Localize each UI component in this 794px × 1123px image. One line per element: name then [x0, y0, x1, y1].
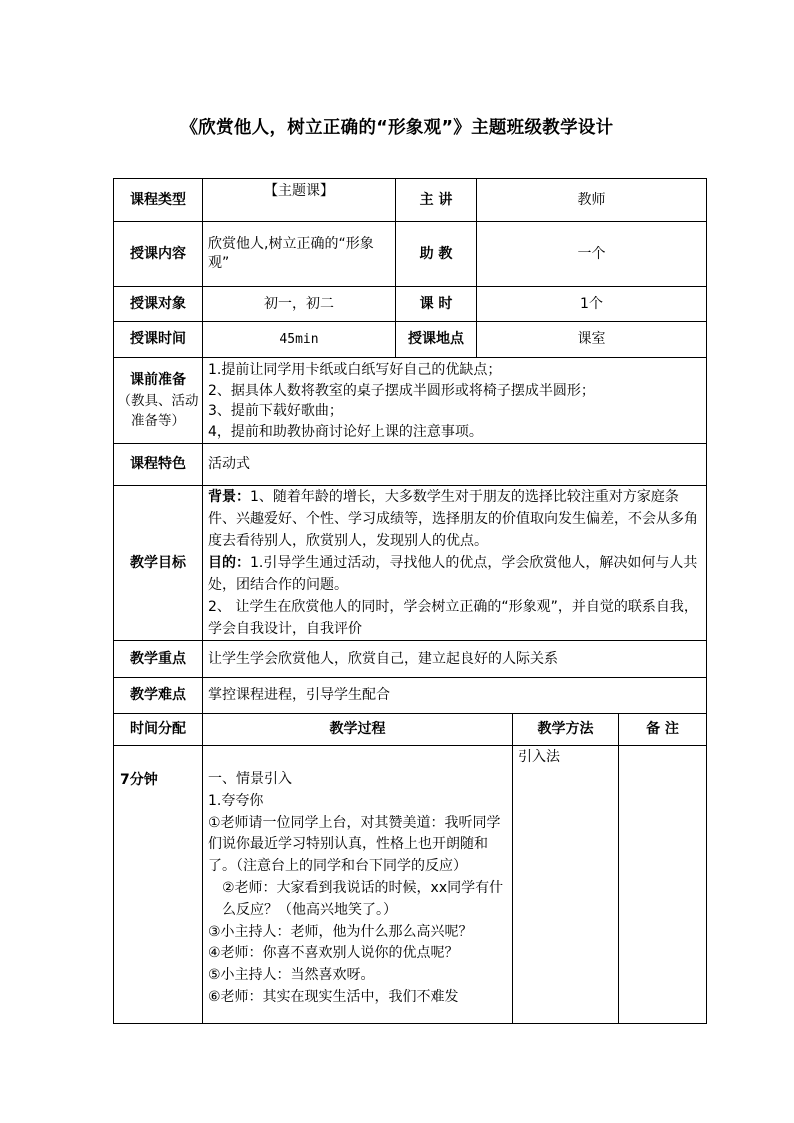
lesson-plan-table: [113, 178, 707, 1024]
row-feature: [114, 444, 707, 486]
process-line: ⑥老师：其实在现实生活中，我们不难发: [208, 988, 459, 1005]
assistant-value: 一个: [477, 222, 707, 287]
background-text: 1、随着年龄的增长，大多数学生对于朋友的选择比较注重对方家庭条件、兴趣爱好、个性、学习成绩等，选择朋友的价值取向发生偏差，不会从多角度去看待别人，欣赏别人，发现别人的优点。: [208, 489, 698, 549]
focus-value: 让学生学会欣赏他人，欣赏自己，建立起良好的人际关系: [203, 641, 707, 678]
goal-content: [203, 486, 707, 641]
prep-item: 2、据具体人数将教室的桌子摆成半圆形或将椅子摆成半圆形；: [208, 382, 595, 399]
content-value: 欣赏他人,树立正确的“形象观”: [203, 222, 396, 287]
row-process-header: [114, 714, 707, 746]
goal-label: 教学目标: [114, 486, 203, 641]
lecturer-label: 主 讲: [396, 179, 477, 222]
process-line: ③小主持人：老师，他为什么那么高兴呢？: [208, 923, 473, 940]
stage-time: 7分钟: [114, 746, 203, 1024]
focus-label: 教学重点: [114, 641, 203, 678]
process-line: ⑤小主持人：当然喜欢呀。: [208, 967, 375, 984]
row-time: [114, 322, 707, 358]
row-stage-intro: [114, 746, 707, 1024]
page-title: 《欣赏他人，树立正确的“形象观”》主题班级教学设计: [180, 118, 614, 138]
row-content: [114, 222, 707, 287]
prep-item: 3、提前下载好歌曲；: [208, 403, 343, 419]
header-time: 时间分配: [114, 714, 203, 746]
background-label: 背景：: [208, 489, 250, 505]
location-label: 授课地点: [396, 322, 477, 358]
feature-value: 活动式: [203, 444, 707, 486]
content-label: 授课内容: [114, 222, 203, 287]
row-difficulty: [114, 678, 707, 714]
aim-text-2: 2、 让学生在欣赏他人的同时，学会树立正确的“形象观”，并自觉的联系自我，学会自我设计，自我评价: [208, 599, 698, 637]
time-value: 45min: [203, 322, 396, 358]
aim-text-1: 1.引导学生通过活动，寻找他人的优点，学会欣赏他人，解决如何与人共处，团结合作的问题。: [208, 555, 698, 593]
header-process: 教学过程: [203, 714, 513, 746]
difficulty-value: 掌控课程进程，引导学生配合: [203, 678, 707, 714]
header-method: 教学方法: [513, 714, 619, 746]
prep-item: 4，提前和助教协商讨论好上课的注意事项。: [208, 423, 483, 440]
process-line: 1.夸夸你: [208, 792, 264, 809]
preparation-sublabel: （教具、活动准备等）: [117, 393, 199, 429]
process-line: ④老师：你喜不喜欢别人说你的优点呢？: [208, 945, 459, 962]
header-note: 备 注: [619, 714, 707, 746]
time-label: 授课时间: [114, 322, 203, 358]
course-type-label: 课程类型: [114, 179, 203, 222]
audience-value: 初一，初二: [203, 287, 396, 322]
course-type-value: 【主题课】: [203, 179, 396, 222]
process-line: ①老师请一位同学上台，对其赞美道：我听同学们说你最近学习特别认真，性格上也开朗随和了。（注意台上的同学和台下同学的反应）: [208, 814, 501, 875]
location-value: 课室: [477, 322, 707, 358]
hours-label: 课 时: [396, 287, 477, 322]
row-audience: [114, 287, 707, 322]
prep-item: 1.提前让同学用卡纸或白纸写好自己的优缺点；: [208, 362, 502, 378]
row-goal: [114, 486, 707, 641]
aim-label: 目的：: [208, 555, 250, 571]
audience-label: 授课对象: [114, 287, 203, 322]
hours-value: 1个: [477, 287, 707, 322]
stage-method: 引入法: [513, 746, 619, 1024]
preparation-items: [203, 358, 707, 444]
difficulty-label: 教学难点: [114, 678, 203, 714]
stage-process: [203, 746, 513, 1024]
feature-label: 课程特色: [114, 444, 203, 486]
lecturer-value: 教师: [477, 179, 707, 222]
row-preparation: [114, 358, 707, 444]
stage-note: [619, 746, 707, 1024]
row-course-type: [114, 179, 707, 222]
assistant-label: 助 教: [396, 222, 477, 287]
process-line: ②老师：大家看到我说话的时候，xx同学有什么反应？（他高兴地笑了。）: [222, 879, 504, 918]
preparation-label: 课前准备 （教具、活动准备等）: [114, 358, 203, 444]
row-focus: [114, 641, 707, 678]
process-line: 一、情景引入: [208, 771, 292, 787]
